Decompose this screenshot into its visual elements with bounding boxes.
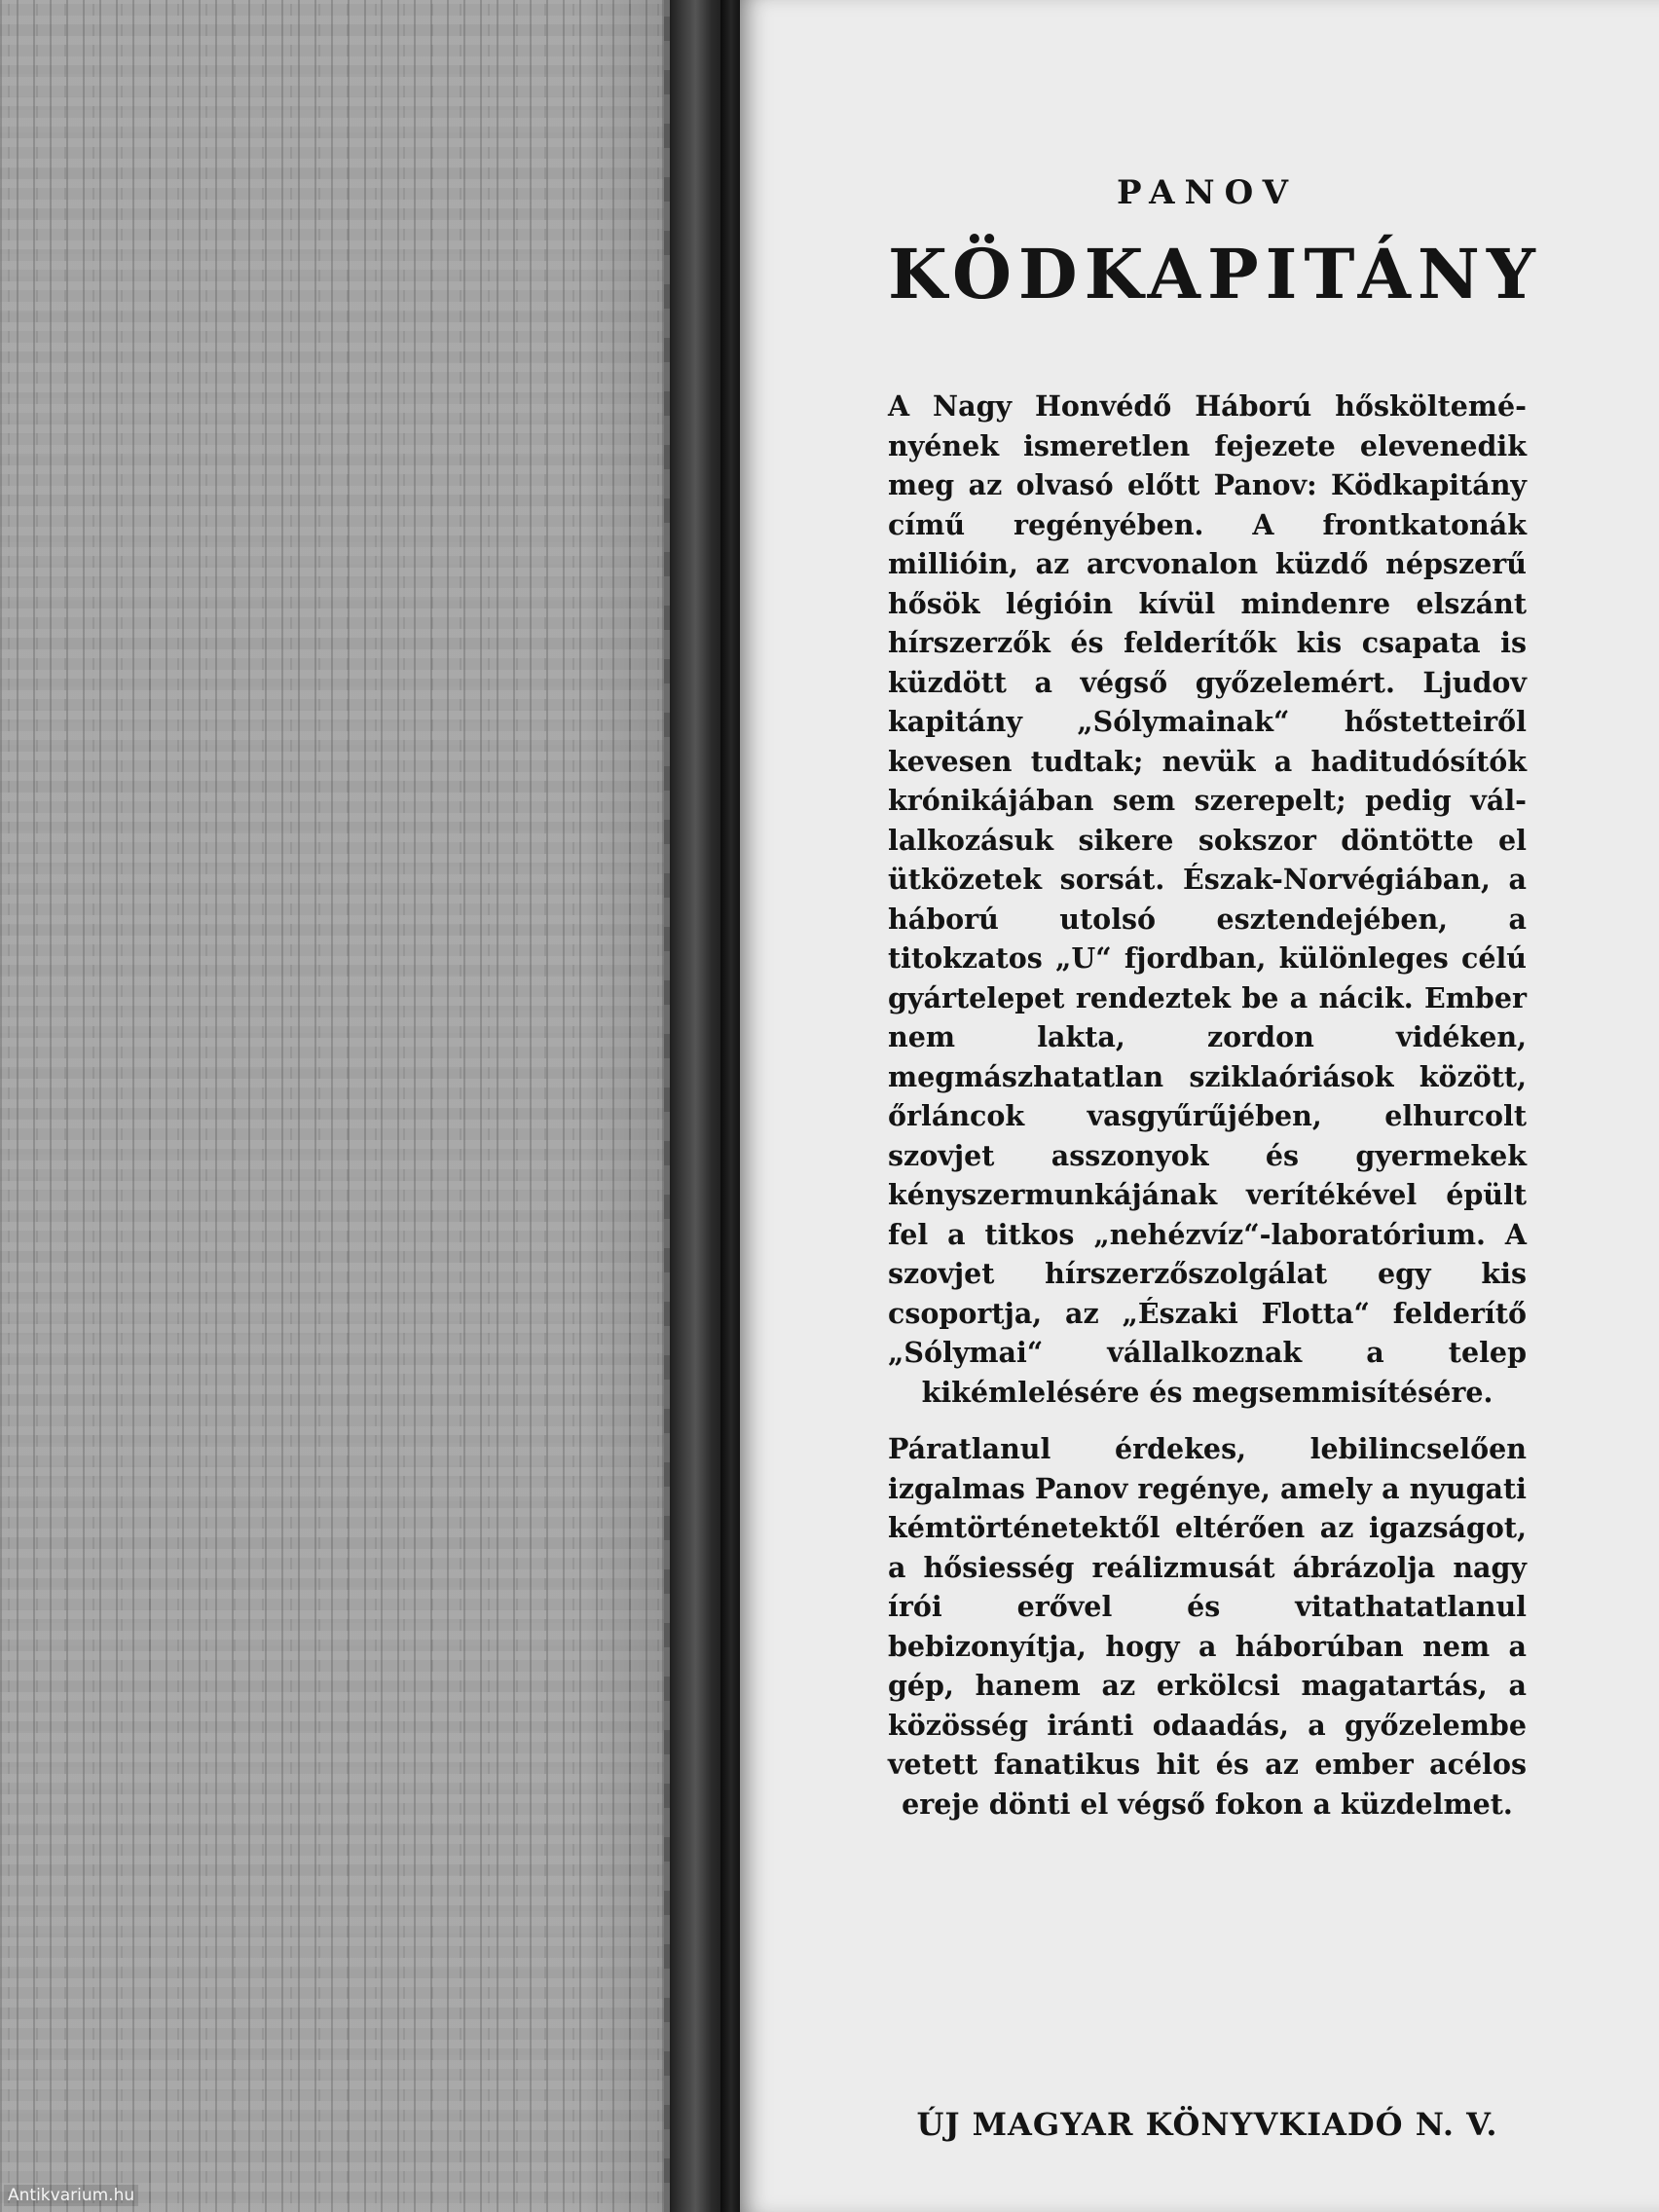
- blurb-paragraph-1: A Nagy Honvédő Háború hőskölteményének ismeretlen fejezete elevenedik meg az olvasó előtt Panov: Ködkapitány című regényében. A frontkatonák millióin, az arcvonalon küzdő népszerű hősök légióin kívül mindenre elszánt hírszerzők és felderítők kis csapata is küzdött a végső győzelemért. Ljudov kapitány „Sólymainak“ hőstetteiről kevesen tudtak; nevük a haditudósítók krónikájában sem szerepelt; pedig vállalkozásuk sikere sokszor döntötte el ütközetek sorsát. Észak-Norvégiában, a háború utolsó esztendejében, a titokzatos „U“ fjordban, különleges célú gyártelepet rendeztek be a nácik. Ember nem lakta, zordon vidéken, megmászhatatlan sziklaóriások között, őrláncok vasgyűrűjében, elhurcolt szovjet asszonyok és gyermekek kényszermunkájának verítékével épült fel a titkos „nehézvíz“-laboratórium. A szovjet hírszerzőszolgálat egy kis csoportja, az „Északi Flotta“ felderítő „Sólymai“ vállalkoznak a telep kikémlelésére és megsemmisítésére.: [888, 389, 1527, 1409]
- flap-page: [740, 0, 1659, 2212]
- author-name: PANOV: [1117, 173, 1298, 212]
- blurb: [888, 387, 1527, 1824]
- endpaper-shadow: [584, 0, 677, 2212]
- publisher-name: ÚJ MAGYAR KÖNYVKIADÓ N. V.: [916, 2106, 1498, 2143]
- patterned-endpaper: [0, 0, 672, 2212]
- book-title: KÖDKAPITÁNY: [888, 234, 1542, 314]
- blurb-paragraph-2: Páratlanul érdekes, lebilincselően izgalmas Panov regénye, amely a nyugati kémtörténetektől eltérően az igazságot, a hősiesség reálizmusát ábrázolja nagy írói erővel és vitathatatlanul bebizonyítja, hogy a háborúban nem a gép, hanem az erkölcsi magatartás, a közösség iránti odaadás, a győzelembe vetett fanatikus hit és az ember acélos ereje dönti el végső fokon a küzdelmet.: [888, 1432, 1527, 1821]
- watermark: Antikvarium.hu: [4, 2185, 138, 2206]
- gutter-fold: [720, 0, 742, 2212]
